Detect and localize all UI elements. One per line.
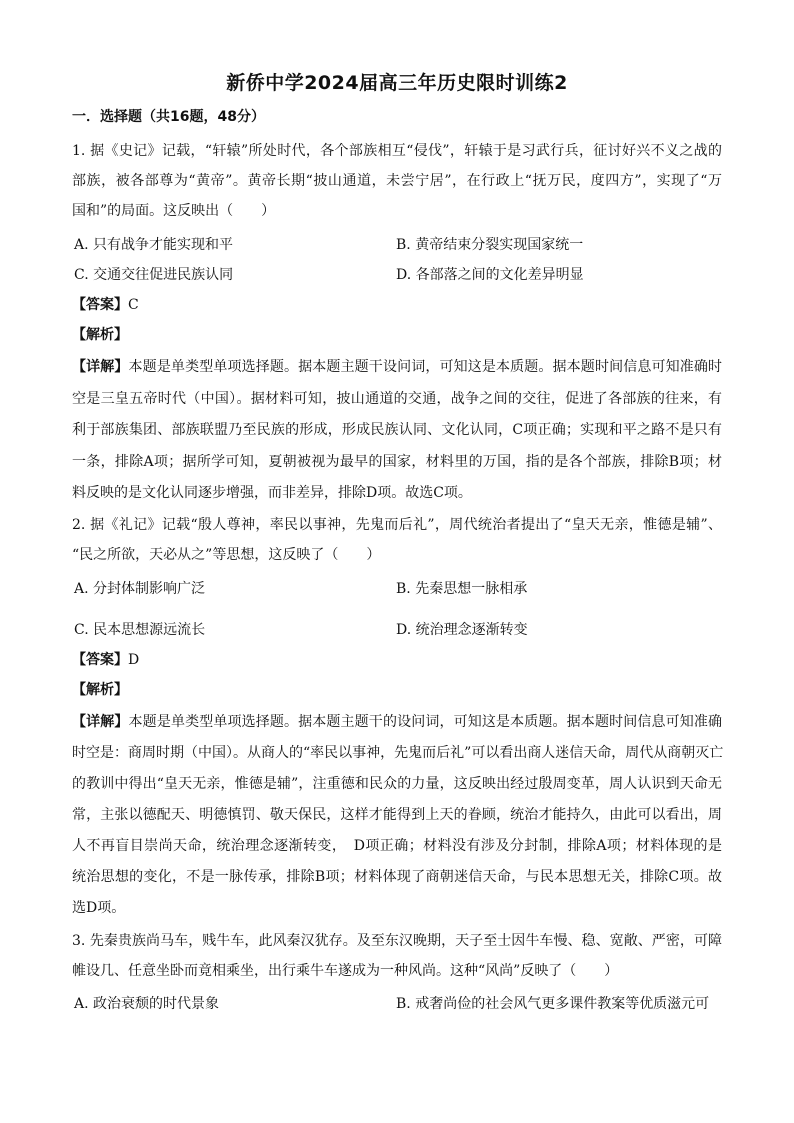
q1-analysis-heading: 【解析】 <box>72 327 128 343</box>
answer-tag: 【答案】 <box>72 297 128 313</box>
q1-detail-line-4: 一条，排除A项；据所学可知，夏朝被视为最早的国家，材料里的万国，指的是各个部族，排除B项；材 <box>72 454 722 470</box>
page-title: 新侨中学2024届高三年历史限时训练2 <box>226 72 568 94</box>
q2-answer <box>72 650 139 670</box>
q2-option-a: A. 分封体制影响广泛 <box>74 581 206 597</box>
q2-stem-line-2: “民之所欲，天必从之”等思想，这反映了（ ） <box>72 547 381 563</box>
q2-detail-line-6: 统治思想的变化，不是一脉传承，排除B项；材料体现了商朝迷信天命，与民本思想无关，排除C项。故 <box>72 869 722 885</box>
q3-stem-line-1: 3. 先秦贵族尚马车，贱牛车，此风秦汉犹存。及至东汉晚期，天子至士因牛车慢、稳、宽敞、严密，可障 <box>72 933 722 949</box>
q2-detail-line-7: 选D项。 <box>72 900 126 916</box>
q2-stem-line-1: 2. 据《礼记》记载“殷人尊神，率民以事神，先鬼而后礼”，周代统治者提出了“皇天无亲，惟德是辅”、 <box>72 517 722 533</box>
q2-option-c: C. 民本思想源远流长 <box>74 622 206 638</box>
q2-analysis-heading: 【解析】 <box>72 682 128 698</box>
section-heading: 一．选择题（共16题，48分） <box>72 109 265 125</box>
q1-detail-line-1 <box>72 357 722 377</box>
q1-detail-line-3: 利于部族集团、部族联盟乃至民族的形成，形成民族认同、文化认同，C项正确；实现和平之路不是只有 <box>72 422 722 438</box>
answer-value: C <box>128 297 139 313</box>
answer-tag: 【答案】 <box>72 652 128 668</box>
q3-option-a: A. 政治衰颓的时代景象 <box>74 996 220 1012</box>
q1-detail-line-2: 空是三皇五帝时代（中国）。据材料可知，披山通道的交通，战争之间的交往，促进了各部族的往来，有 <box>72 391 722 407</box>
detail-tag: 【详解】 <box>72 359 129 375</box>
q1-detail-text-1: 本题是单类型单项选择题。据本题主题干设问词，可知这是本质题。据本题时间信息可知准确时 <box>128 359 723 375</box>
q2-detail-line-5: 人不再盲目崇尚天命，统治理念逐渐转变， D项正确；材料没有涉及分封制，排除A项；材料体现的是 <box>72 838 722 854</box>
q1-answer <box>72 295 139 315</box>
q2-detail-line-3: 的教训中得出“皇天无亲，惟德是辅”，注重德和民众的力量，这反映出经过殷周变革，周人认识到天命无 <box>72 776 722 792</box>
q3-stem-line-2: 帷设几、任意坐卧而竟相乘坐，出行乘牛车遂成为一种风尚。这种“风尚”反映了（ ） <box>72 963 619 979</box>
q2-option-d: D. 统治理念逐渐转变 <box>396 622 528 638</box>
q1-stem-line-3: 国和”的局面。这反映出（ ） <box>72 203 276 219</box>
q2-option-b: B. 先秦思想一脉相承 <box>396 581 528 597</box>
q3-option-b: B. 戒奢尚俭的社会风气更多课件教案等优质滋元可 <box>396 996 710 1012</box>
q2-detail-text-1: 本题是单类型单项选择题。据本题主题干的设问词，可知这是本质题。据本题时间信息可知准确 <box>128 714 723 730</box>
q2-detail-line-1 <box>72 712 722 732</box>
q1-option-b: B. 黄帝结束分裂实现国家统一 <box>396 237 584 253</box>
q1-option-a: A. 只有战争才能实现和平 <box>74 237 234 253</box>
q1-option-d: D. 各部落之间的文化差异明显 <box>396 267 584 283</box>
q1-detail-line-5: 料反映的是文化认同逐步增强，而非差异，排除D项。故选C项。 <box>72 485 472 501</box>
q2-detail-line-4: 常，主张以德配天、明德慎罚、敬天保民，这样才能得到上天的眷顾，统治才能持久，由此可以看出，周 <box>72 807 722 823</box>
q1-option-c: C. 交通交往促进民族认同 <box>74 267 234 283</box>
answer-value: D <box>128 652 140 668</box>
q2-detail-line-2: 时空是：商周时期（中国）。从商人的“率民以事神，先鬼而后礼”可以看出商人迷信天命，周代从商朝灭亡 <box>72 745 724 761</box>
q1-stem-line-1: 1. 据《史记》记载，“轩辕”所处时代，各个部族相互“侵伐”，轩辕于是习武行兵，征讨好兴不义之战的 <box>72 143 722 159</box>
detail-tag: 【详解】 <box>72 714 129 730</box>
q1-stem-line-2: 部族，被各部尊为“黄帝”。黄帝长期“披山通道，未尝宁居”，在行政上“抚万民，度四方”，实现了“万 <box>72 173 722 189</box>
